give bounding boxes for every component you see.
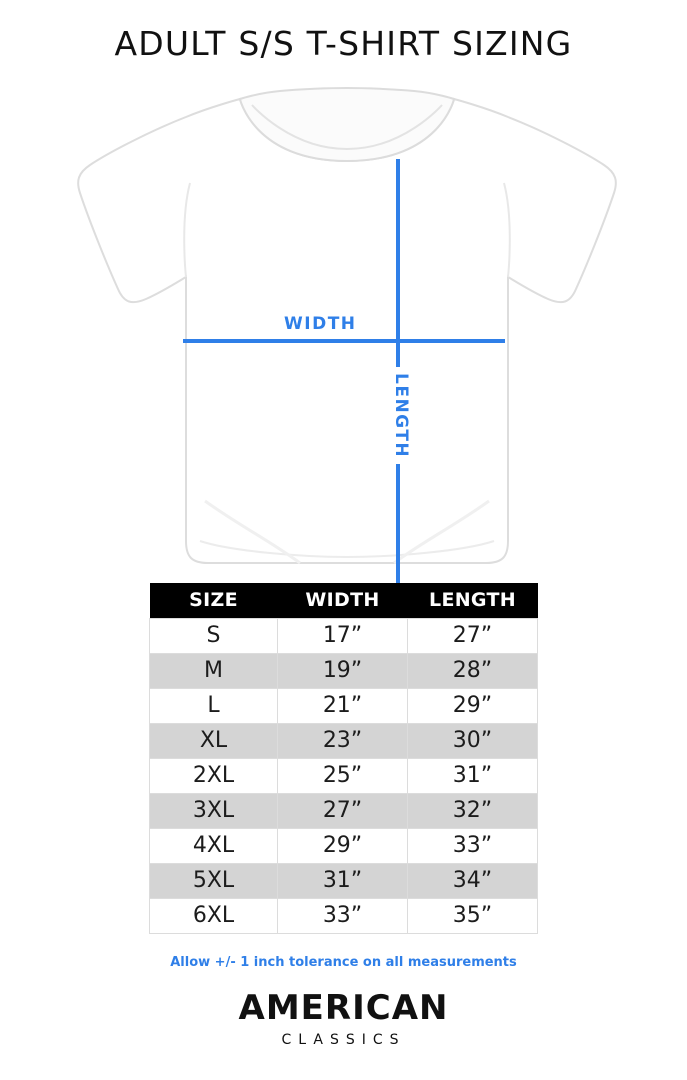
cell-size: S [150,619,278,654]
table-row [150,724,538,759]
cell-width: 29” [278,829,408,864]
brand-subtitle: CLASSICS [281,1032,406,1048]
cell-size: M [150,654,278,689]
header-size: SIZE [150,583,278,619]
cell-width: 25” [278,759,408,794]
cell-width: 33” [278,899,408,934]
page-title: ADULT S/S T-SHIRT SIZING [114,24,573,63]
cell-length: 31” [408,759,538,794]
cell-length: 32” [408,794,538,829]
brand-name: AMERICAN [238,988,449,1028]
cell-length: 28” [408,654,538,689]
header-width: WIDTH [278,583,408,619]
cell-width: 27” [278,794,408,829]
table-row [150,654,538,689]
size-table-container [149,583,538,934]
cell-size: 2XL [150,759,278,794]
table-row [150,759,538,794]
table-row [150,689,538,724]
cell-size: XL [150,724,278,759]
table-row [150,899,538,934]
length-label: LENGTH [391,367,411,464]
cell-size: 4XL [150,829,278,864]
cell-size: 5XL [150,864,278,899]
size-table [149,583,538,934]
tolerance-note: Allow +/- 1 inch tolerance on all measurements [170,955,517,970]
cell-size: 6XL [150,899,278,934]
table-row [150,864,538,899]
cell-width: 21” [278,689,408,724]
cell-width: 31” [278,864,408,899]
cell-length: 29” [408,689,538,724]
cell-length: 35” [408,899,538,934]
brand-logo [0,988,687,1048]
table-row [150,829,538,864]
cell-size: 3XL [150,794,278,829]
cell-length: 34” [408,864,538,899]
cell-length: 30” [408,724,538,759]
table-row [150,619,538,654]
table-row [150,794,538,829]
cell-width: 17” [278,619,408,654]
width-label: WIDTH [278,314,363,334]
tshirt-diagram [0,71,687,571]
cell-length: 27” [408,619,538,654]
cell-width: 19” [278,654,408,689]
width-measure-line [183,339,505,343]
header-length: LENGTH [408,583,538,619]
table-header-row [150,583,538,619]
cell-size: L [150,689,278,724]
cell-length: 33” [408,829,538,864]
cell-width: 23” [278,724,408,759]
